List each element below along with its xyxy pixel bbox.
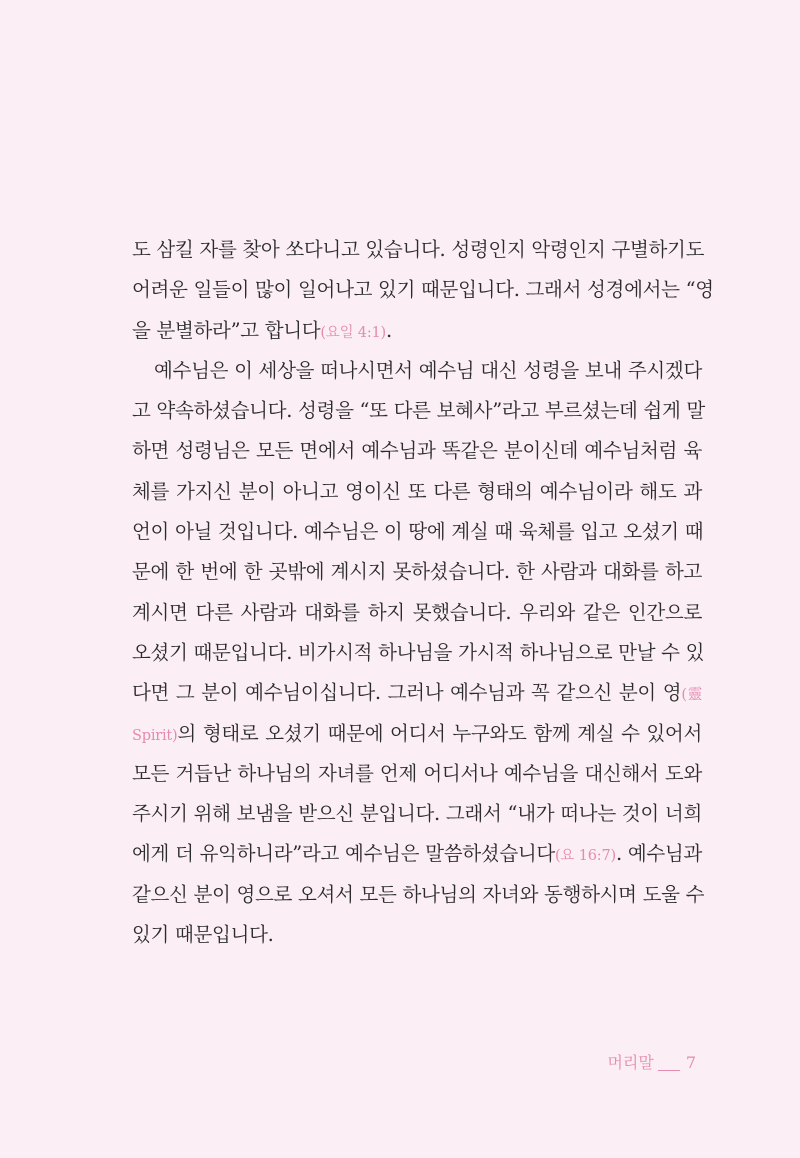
- page-footer: [607, 1050, 696, 1073]
- text-line: 예수님은 이 세상을 떠나시면서 예수님 대신 성령을 보내 주시겠다: [154, 358, 702, 382]
- annotation-reference: Spirit): [132, 727, 178, 744]
- page-number: 7: [685, 1053, 696, 1072]
- scripture-reference: (요일 4:1): [320, 324, 386, 341]
- body-text: [132, 230, 714, 955]
- footer-rule: [658, 1070, 680, 1071]
- section-title: 머리말: [607, 1053, 654, 1072]
- text-line: [132, 834, 702, 874]
- text-line: 주시기 위해 보냄을 받으신 분입니다. 그래서 “내가 떠나는 것이 너희: [132, 802, 702, 826]
- text-line: 어려운 일들이 많이 일어나고 있기 때문입니다. 그래서 성경에서는 “영: [132, 278, 714, 302]
- text-line: 문에 한 번에 한 곳밖에 계시지 못하셨습니다. 한 사람과 대화를 하고: [132, 560, 702, 584]
- text-span: .: [386, 318, 392, 342]
- text-line: 오셨기 때문입니다. 비가시적 하나님을 가시적 하나님으로 만날 수 있: [132, 640, 705, 664]
- text-span: 에게 더 유익하니라”라고 예수님은 말씀하셨습니다: [132, 842, 555, 866]
- text-line: 같으신 분이 영으로 오셔서 모든 하나님의 자녀와 동행하시며 도울 수: [132, 882, 705, 906]
- text-line: 체를 가지신 분이 아니고 영이신 또 다른 형태의 예수님이라 해도 과: [132, 479, 702, 503]
- text-span: 다면 그 분이 예수님이십니다. 그러나 예수님과 꼭 같으신 분이 영: [132, 681, 682, 705]
- text-line: [132, 714, 702, 754]
- text-line: 언이 아닐 것입니다. 예수님은 이 땅에 계실 때 육체를 입고 오셨기 때: [132, 520, 704, 544]
- text-line: 계시면 다른 사람과 대화를 하지 못했습니다. 우리와 같은 인간으로: [132, 600, 702, 624]
- text-line: 하면 성령님은 모든 면에서 예수님과 똑같은 분이신데 예수님처럼 육: [132, 439, 702, 463]
- annotation-reference: (靈: [681, 687, 702, 704]
- text-line: 있기 때문입니다.: [132, 923, 274, 947]
- text-line: [132, 311, 702, 351]
- text-line: 모든 거듭난 하나님의 자녀를 언제 어디서나 예수님을 대신해서 도와: [132, 761, 702, 785]
- text-line: 도 삼킬 자를 찾아 쏘다니고 있습니다. 성령인지 악령인지 구별하기도: [132, 238, 705, 261]
- text-line: 고 약속하셨습니다. 성령을 “또 다른 보혜사”라고 부르셨는데 쉽게 말: [132, 399, 705, 423]
- text-span: . 예수님과: [615, 842, 702, 866]
- text-line: [132, 673, 702, 713]
- scripture-reference: (요 16:7): [554, 848, 616, 865]
- text-span: 의 형태로 오셨기 때문에 어디서 누구와도 함께 계실 수 있어서: [177, 721, 702, 745]
- text-span: 을 분별하라”고 합니다: [132, 318, 321, 342]
